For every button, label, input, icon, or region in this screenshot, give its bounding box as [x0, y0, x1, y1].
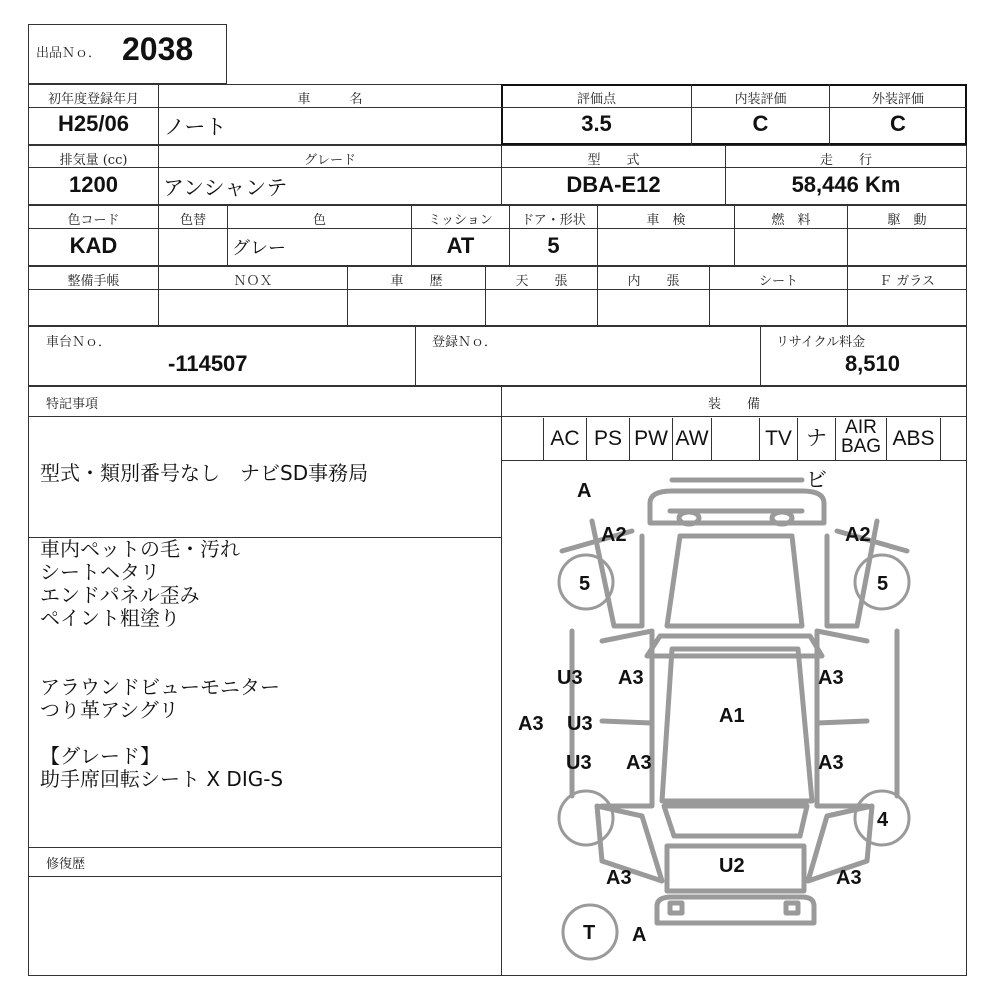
- maintenance-label: 整備手帳: [67, 274, 120, 289]
- damage-mark: A: [632, 924, 647, 946]
- grade-label: グレード: [303, 153, 356, 168]
- inspection-cell: [597, 228, 735, 266]
- interior-value: C: [752, 111, 769, 136]
- damage-mark: U3: [567, 713, 593, 735]
- mileage-label: 走 行: [819, 153, 872, 168]
- roof-cell: [485, 289, 598, 326]
- damage-mark: A3: [818, 752, 844, 774]
- equipment-label: 装 備: [707, 397, 760, 412]
- damage-mark: 4: [877, 809, 889, 831]
- reg-label: 登録Ｎｏ．: [432, 335, 498, 350]
- remarks-text: 車内ペットの毛・汚れ シートヘタリ エンドパネル歪み ペイント粗塗り アラウンドビューモニター つり革アシグリ 【グレード】 助手席回転シート X DIG-S: [40, 537, 284, 791]
- damage-mark: A3: [618, 667, 644, 689]
- grade-value: アンシャンテ: [163, 177, 288, 200]
- damage-mark: A2: [601, 524, 627, 546]
- history-label: 車 歴: [390, 274, 443, 289]
- displacement-value: 1200: [69, 172, 118, 197]
- mission-value: AT: [446, 233, 475, 258]
- equipment-item: [502, 418, 544, 460]
- special-label-cell: [28, 386, 502, 417]
- fuel-label: 燃 料: [771, 213, 811, 228]
- damage-mark: A2: [845, 524, 871, 546]
- interior-label: 内装評価: [734, 92, 787, 107]
- equipment-item: AIR BAG: [836, 418, 887, 460]
- damage-mark: A3: [818, 667, 844, 689]
- repair-label: 修復歴: [46, 857, 86, 872]
- color-code-label: 色コード: [67, 213, 120, 228]
- equipment-item: ABS: [887, 418, 941, 460]
- roof-label: 天 張: [515, 274, 568, 289]
- mission-label: ミッション: [428, 213, 493, 228]
- score-value: 3.5: [581, 111, 612, 136]
- displacement-label: 排気量 (cc): [59, 153, 128, 168]
- repair-label-cell: [28, 847, 502, 877]
- model-label: 型 式: [587, 153, 640, 168]
- nox-cell: [158, 289, 348, 326]
- lot-number: 2038: [122, 31, 194, 67]
- equipment-item: TV: [760, 418, 798, 460]
- car-name-value: ノート: [164, 116, 227, 139]
- model-value: DBA-E12: [566, 172, 661, 197]
- color-value: グレー: [232, 238, 286, 258]
- drive-cell: [847, 228, 967, 266]
- damage-mark: A3: [606, 867, 632, 889]
- door-label: ドア・形状: [521, 213, 586, 228]
- seat-label: シート: [758, 274, 798, 289]
- damage-mark: T: [583, 922, 596, 944]
- equipment-item: PW: [630, 418, 673, 460]
- history-cell: [347, 289, 486, 326]
- chassis-value: -114507: [168, 351, 248, 376]
- first-reg-label: 初年度登録年月: [47, 92, 139, 107]
- recycle-value: 8,510: [844, 351, 900, 376]
- damage-mark: A: [577, 480, 592, 502]
- interior-trim-label: 内 張: [627, 274, 680, 289]
- name-label: 車 名: [297, 92, 363, 107]
- interior-trim-cell: [597, 289, 710, 326]
- fuel-cell: [734, 228, 848, 266]
- inspection-label: 車 検: [646, 213, 686, 228]
- glass-cell: [847, 289, 967, 326]
- damage-mark: A3: [836, 867, 862, 889]
- lot-number-label: 出品Ｎｏ．: [36, 46, 102, 61]
- equipment-item: PS: [587, 418, 630, 460]
- equipment-item: ナビ: [798, 418, 836, 460]
- equipment-item: AC: [544, 418, 587, 460]
- damage-mark: A3: [626, 752, 652, 774]
- repaint-cell: [158, 228, 228, 266]
- damage-mark: U2: [719, 855, 745, 877]
- glass-label: Ｆ ガラス: [879, 274, 935, 289]
- damage-mark: 5: [579, 573, 591, 595]
- exterior-label: 外装評価: [871, 92, 924, 107]
- damage-mark: U3: [566, 752, 592, 774]
- nox-label: ＮＯＸ: [233, 274, 273, 289]
- door-value: 5: [547, 233, 560, 258]
- color-code-value: KAD: [69, 233, 118, 258]
- seat-cell: [709, 289, 848, 326]
- drive-label: 駆 動: [887, 213, 927, 228]
- mileage-value: 58,446 Km: [791, 172, 901, 197]
- color-label: 色: [312, 213, 326, 228]
- damage-mark: A1: [719, 705, 745, 727]
- equipment-item: [712, 418, 760, 460]
- maintenance-cell: [28, 289, 159, 326]
- chassis-label: 車台Ｎｏ．: [46, 335, 112, 350]
- recycle-label: リサイクル料金: [776, 335, 866, 350]
- first-reg-value: H25/06: [58, 111, 129, 136]
- special-label: 特記事項: [46, 397, 99, 412]
- equipment-item: AW: [673, 418, 712, 460]
- special-line-1: 型式・類別番号なし ナビSD事務局: [40, 461, 369, 485]
- damage-mark: A3: [518, 713, 544, 735]
- exterior-value: C: [890, 111, 906, 136]
- score-label: 評価点: [576, 92, 616, 107]
- repaint-label: 色替: [179, 213, 206, 228]
- damage-mark: U3: [557, 667, 583, 689]
- damage-mark: 5: [877, 573, 889, 595]
